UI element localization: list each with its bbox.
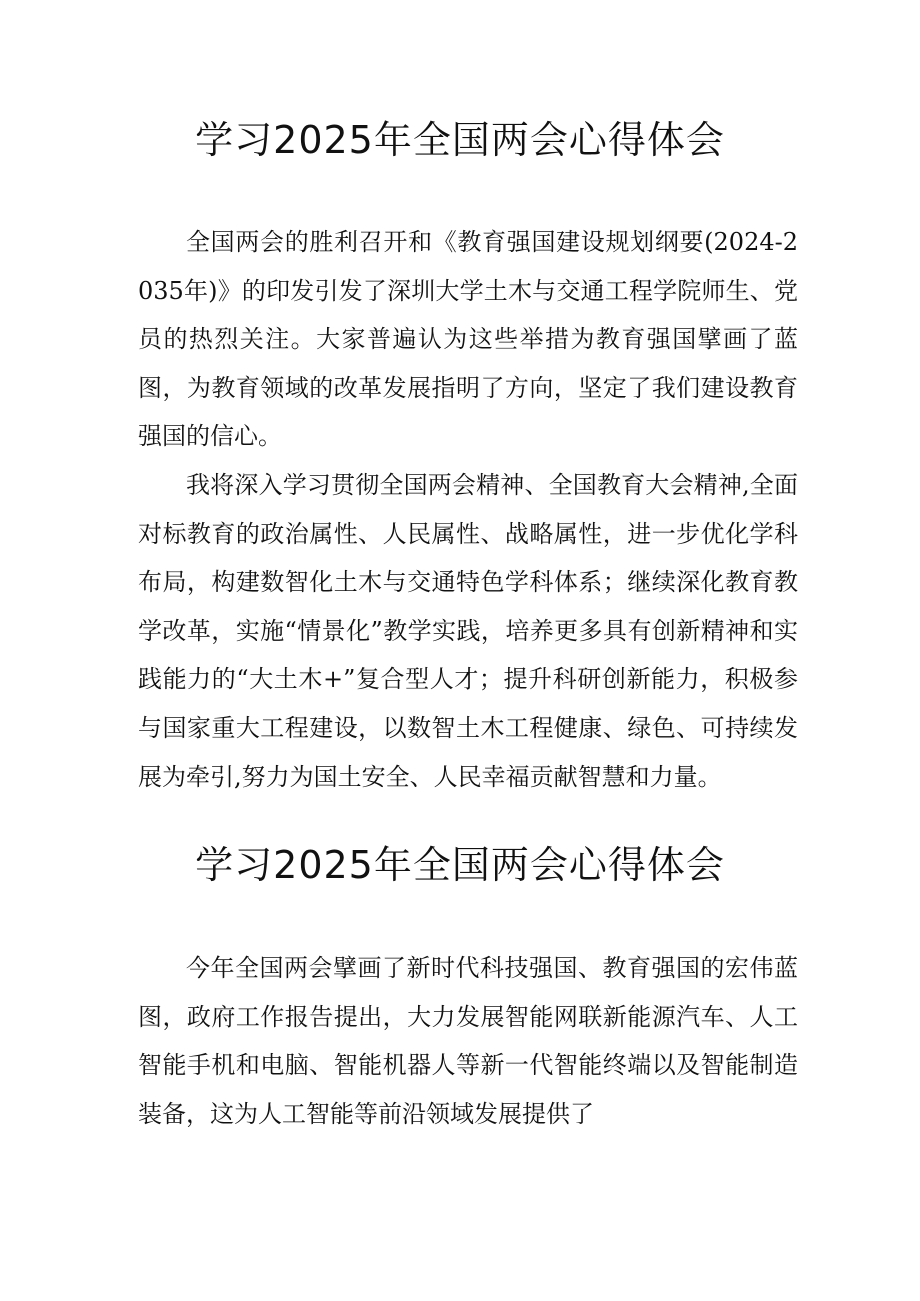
section-title: 学习2025年全国两会心得体会 <box>195 843 725 887</box>
page-title: 学习2025年全国两会心得体会 <box>195 118 725 162</box>
section-body <box>138 944 798 1138</box>
section-body <box>138 218 798 801</box>
paragraph: 我将深入学习贯彻全国两会精神、全国教育大会精神,全面对标教育的政治属性、人民属性、战略属性，进一步优化学科布局，构建数智化土木与交通特色学科体系；继续深化教育教学改革，实施“情景化”教学实践，培养更多具有创新精神和实践能力的“大土木+”复合型人才；提升科研创新能力，积极参与国家重大工程建设，以数智土木工程健康、绿色、可持续发展为牵引,努力为国土安全、人民幸福贡献智慧和力量。 <box>138 470 798 791</box>
paragraph: 今年全国两会擘画了新时代科技强国、教育强国的宏伟蓝图，政府工作报告提出，大力发展智能网联新能源汽车、人工智能手机和电脑、智能机器人等新一代智能终端以及智能制造装备，这为人工智能等前沿领域发展提供了 <box>138 954 798 1128</box>
paragraph: 全国两会的胜利召开和《教育强国建设规划纲要(2024-2035年)》的印发引发了深圳大学土木与交通工程学院师生、党员的热烈关注。大家普遍认为这些举措为教育强国擘画了蓝图，为教育领域的改革发展指明了方向，坚定了我们建设教育强国的信心。 <box>138 228 798 451</box>
